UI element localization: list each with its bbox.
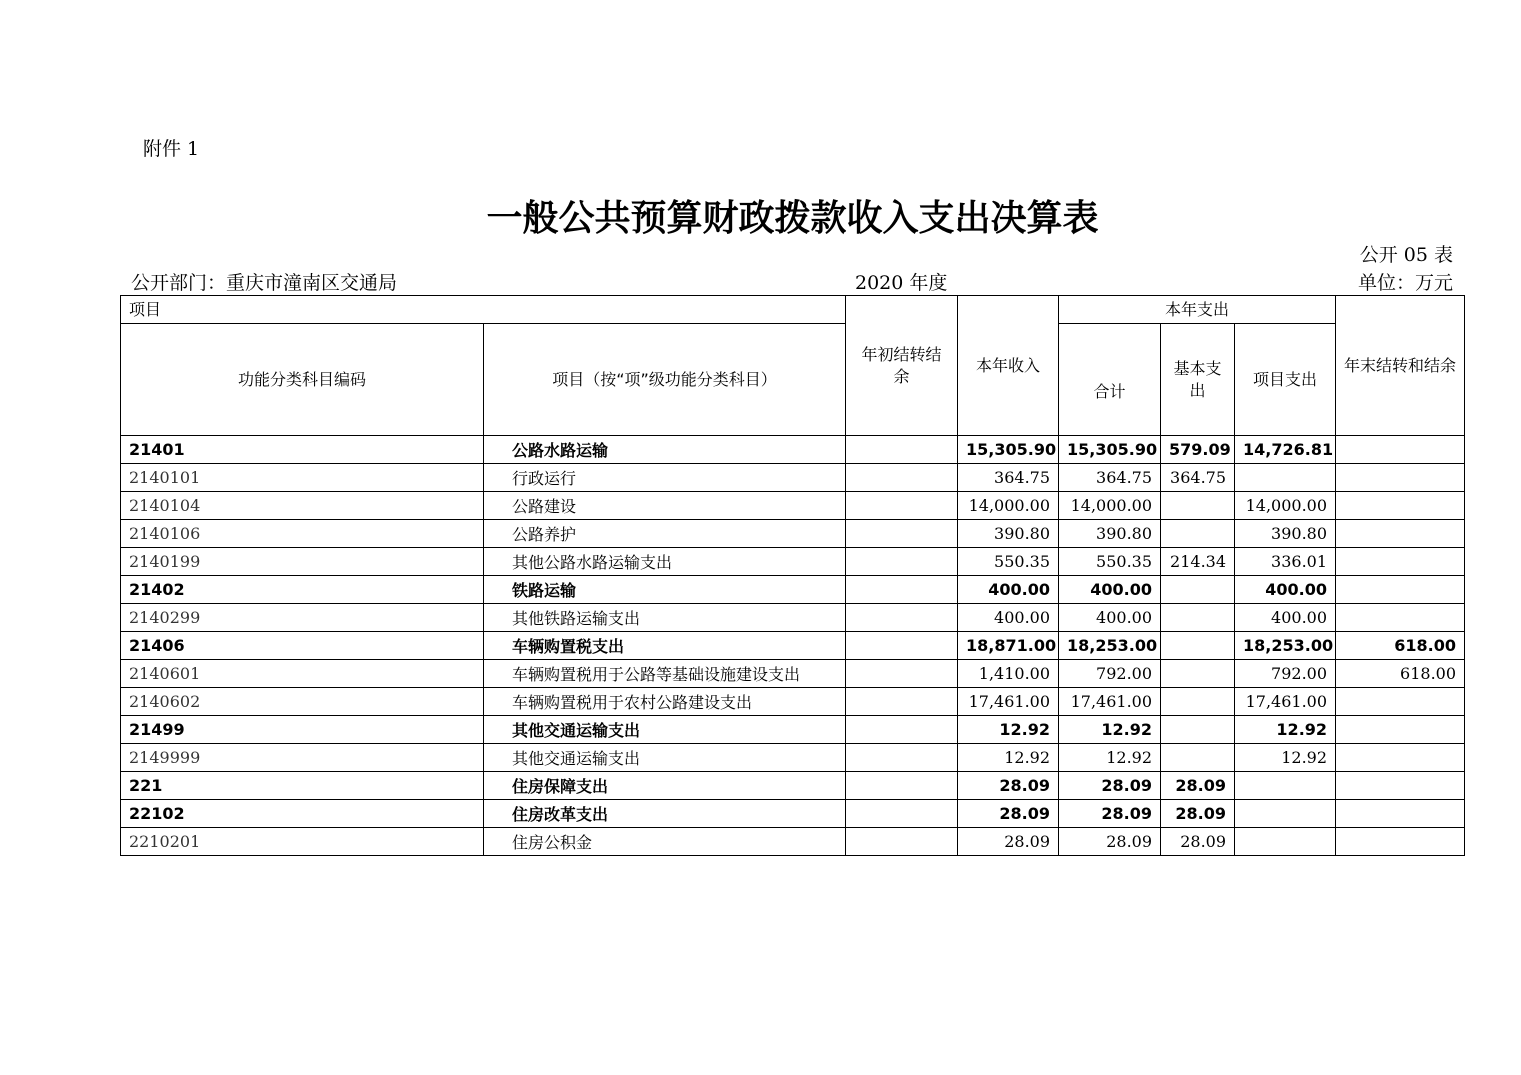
begin-balance-cell <box>846 520 958 548</box>
table-row <box>121 548 1465 576</box>
basic-cell <box>1161 660 1235 688</box>
income-cell: 550.35 <box>958 548 1059 576</box>
end-balance-cell <box>1336 688 1465 716</box>
name-cell: 车辆购置税用于公路等基础设施建设支出 <box>484 660 846 688</box>
basic-cell <box>1161 492 1235 520</box>
header-expense-group: 本年支出 <box>1059 296 1336 324</box>
header-code: 功能分类科目编码 <box>121 324 484 436</box>
basic-cell: 28.09 <box>1161 828 1235 856</box>
table-row <box>121 800 1465 828</box>
project-cell: 18,253.00 <box>1235 632 1336 660</box>
basic-cell: 28.09 <box>1161 800 1235 828</box>
total-cell: 18,253.00 <box>1059 632 1161 660</box>
basic-cell: 364.75 <box>1161 464 1235 492</box>
code-cell: 21402 <box>121 576 484 604</box>
total-cell: 14,000.00 <box>1059 492 1161 520</box>
project-cell: 12.92 <box>1235 716 1336 744</box>
begin-balance-cell <box>846 436 958 464</box>
begin-balance-cell <box>846 632 958 660</box>
end-balance-cell <box>1336 716 1465 744</box>
code-cell: 2140601 <box>121 660 484 688</box>
code-cell: 2140104 <box>121 492 484 520</box>
income-cell: 390.80 <box>958 520 1059 548</box>
project-cell: 17,461.00 <box>1235 688 1336 716</box>
project-cell: 14,726.81 <box>1235 436 1336 464</box>
total-cell: 550.35 <box>1059 548 1161 576</box>
code-cell: 21406 <box>121 632 484 660</box>
end-balance-cell <box>1336 492 1465 520</box>
total-cell: 792.00 <box>1059 660 1161 688</box>
project-cell: 792.00 <box>1235 660 1336 688</box>
header-name: 项目（按“项”级功能分类科目） <box>484 324 846 436</box>
basic-cell: 214.34 <box>1161 548 1235 576</box>
code-cell: 221 <box>121 772 484 800</box>
basic-cell <box>1161 576 1235 604</box>
name-cell: 其他交通运输支出 <box>484 716 846 744</box>
name-cell: 铁路运输 <box>484 576 846 604</box>
begin-balance-cell <box>846 576 958 604</box>
income-cell: 12.92 <box>958 744 1059 772</box>
begin-balance-cell <box>846 772 958 800</box>
project-cell <box>1235 800 1336 828</box>
name-cell: 其他交通运输支出 <box>484 744 846 772</box>
name-cell: 行政运行 <box>484 464 846 492</box>
income-cell: 28.09 <box>958 800 1059 828</box>
begin-balance-cell <box>846 688 958 716</box>
name-cell: 住房改革支出 <box>484 800 846 828</box>
income-cell: 28.09 <box>958 828 1059 856</box>
header-basic: 基本支出 <box>1161 324 1235 436</box>
total-cell: 28.09 <box>1059 772 1161 800</box>
table-row <box>121 520 1465 548</box>
end-balance-cell: 618.00 <box>1336 632 1465 660</box>
table-body <box>121 436 1465 856</box>
attachment-label: 附件 1 <box>143 138 200 160</box>
income-cell: 15,305.90 <box>958 436 1059 464</box>
table-row <box>121 716 1465 744</box>
end-balance-cell <box>1336 604 1465 632</box>
total-cell: 390.80 <box>1059 520 1161 548</box>
department-label: 公开部门：重庆市潼南区交通局 <box>131 272 398 294</box>
end-balance-cell <box>1336 436 1465 464</box>
income-cell: 364.75 <box>958 464 1059 492</box>
header-begin-balance: 年初结转结余 <box>846 296 958 436</box>
total-cell: 400.00 <box>1059 604 1161 632</box>
project-cell <box>1235 772 1336 800</box>
income-cell: 12.92 <box>958 716 1059 744</box>
total-cell: 28.09 <box>1059 800 1161 828</box>
name-cell: 其他公路水路运输支出 <box>484 548 846 576</box>
code-cell: 2140299 <box>121 604 484 632</box>
total-cell: 12.92 <box>1059 744 1161 772</box>
basic-cell <box>1161 604 1235 632</box>
end-balance-cell: 618.00 <box>1336 660 1465 688</box>
end-balance-cell <box>1336 828 1465 856</box>
income-cell: 1,410.00 <box>958 660 1059 688</box>
table-row <box>121 604 1465 632</box>
fiscal-year: 2020 年度 <box>855 272 948 294</box>
code-cell: 2140602 <box>121 688 484 716</box>
basic-cell <box>1161 632 1235 660</box>
basic-cell: 579.09 <box>1161 436 1235 464</box>
begin-balance-cell <box>846 716 958 744</box>
income-cell: 18,871.00 <box>958 632 1059 660</box>
form-number: 公开 05 表 <box>1359 244 1453 266</box>
name-cell: 公路建设 <box>484 492 846 520</box>
basic-cell <box>1161 520 1235 548</box>
table-row <box>121 828 1465 856</box>
total-cell: 28.09 <box>1059 828 1161 856</box>
code-cell: 2140106 <box>121 520 484 548</box>
code-cell: 2210201 <box>121 828 484 856</box>
begin-balance-cell <box>846 548 958 576</box>
code-cell: 2140199 <box>121 548 484 576</box>
begin-balance-cell <box>846 604 958 632</box>
begin-balance-cell <box>846 828 958 856</box>
basic-cell: 28.09 <box>1161 772 1235 800</box>
basic-cell <box>1161 716 1235 744</box>
budget-table <box>120 295 1465 856</box>
end-balance-cell <box>1336 520 1465 548</box>
project-cell: 400.00 <box>1235 604 1336 632</box>
end-balance-cell <box>1336 464 1465 492</box>
begin-balance-cell <box>846 492 958 520</box>
project-cell: 14,000.00 <box>1235 492 1336 520</box>
begin-balance-cell <box>846 744 958 772</box>
end-balance-cell <box>1336 800 1465 828</box>
total-cell: 15,305.90 <box>1059 436 1161 464</box>
table-row <box>121 744 1465 772</box>
header-total: 合计 <box>1059 324 1161 436</box>
name-cell: 其他铁路运输支出 <box>484 604 846 632</box>
table-row <box>121 688 1465 716</box>
name-cell: 公路水路运输 <box>484 436 846 464</box>
end-balance-cell <box>1336 744 1465 772</box>
code-cell: 22102 <box>121 800 484 828</box>
table-row <box>121 492 1465 520</box>
table-row <box>121 632 1465 660</box>
project-cell: 336.01 <box>1235 548 1336 576</box>
total-cell: 17,461.00 <box>1059 688 1161 716</box>
name-cell: 住房保障支出 <box>484 772 846 800</box>
income-cell: 17,461.00 <box>958 688 1059 716</box>
total-cell: 364.75 <box>1059 464 1161 492</box>
income-cell: 400.00 <box>958 576 1059 604</box>
income-cell: 14,000.00 <box>958 492 1059 520</box>
code-cell: 21499 <box>121 716 484 744</box>
begin-balance-cell <box>846 464 958 492</box>
code-cell: 21401 <box>121 436 484 464</box>
begin-balance-cell <box>846 660 958 688</box>
project-cell: 12.92 <box>1235 744 1336 772</box>
project-cell <box>1235 828 1336 856</box>
total-cell: 400.00 <box>1059 576 1161 604</box>
name-cell: 车辆购置税支出 <box>484 632 846 660</box>
header-income: 本年收入 <box>958 296 1059 436</box>
basic-cell <box>1161 744 1235 772</box>
page-title: 一般公共预算财政拨款收入支出决算表 <box>486 198 1099 239</box>
table-row <box>121 660 1465 688</box>
total-cell: 12.92 <box>1059 716 1161 744</box>
end-balance-cell <box>1336 772 1465 800</box>
name-cell: 住房公积金 <box>484 828 846 856</box>
income-cell: 400.00 <box>958 604 1059 632</box>
end-balance-cell <box>1336 576 1465 604</box>
project-cell: 400.00 <box>1235 576 1336 604</box>
name-cell: 车辆购置税用于农村公路建设支出 <box>484 688 846 716</box>
project-cell <box>1235 464 1336 492</box>
table-row <box>121 772 1465 800</box>
table-row <box>121 464 1465 492</box>
header-project: 项目支出 <box>1235 324 1336 436</box>
code-cell: 2140101 <box>121 464 484 492</box>
basic-cell <box>1161 688 1235 716</box>
unit-label: 单位：万元 <box>1357 272 1453 294</box>
header-item: 项目 <box>121 296 846 324</box>
header-end-balance: 年末结转和结余 <box>1336 296 1465 436</box>
code-cell: 2149999 <box>121 744 484 772</box>
table-row <box>121 576 1465 604</box>
income-cell: 28.09 <box>958 772 1059 800</box>
begin-balance-cell <box>846 800 958 828</box>
project-cell: 390.80 <box>1235 520 1336 548</box>
name-cell: 公路养护 <box>484 520 846 548</box>
end-balance-cell <box>1336 548 1465 576</box>
table-row <box>121 436 1465 464</box>
